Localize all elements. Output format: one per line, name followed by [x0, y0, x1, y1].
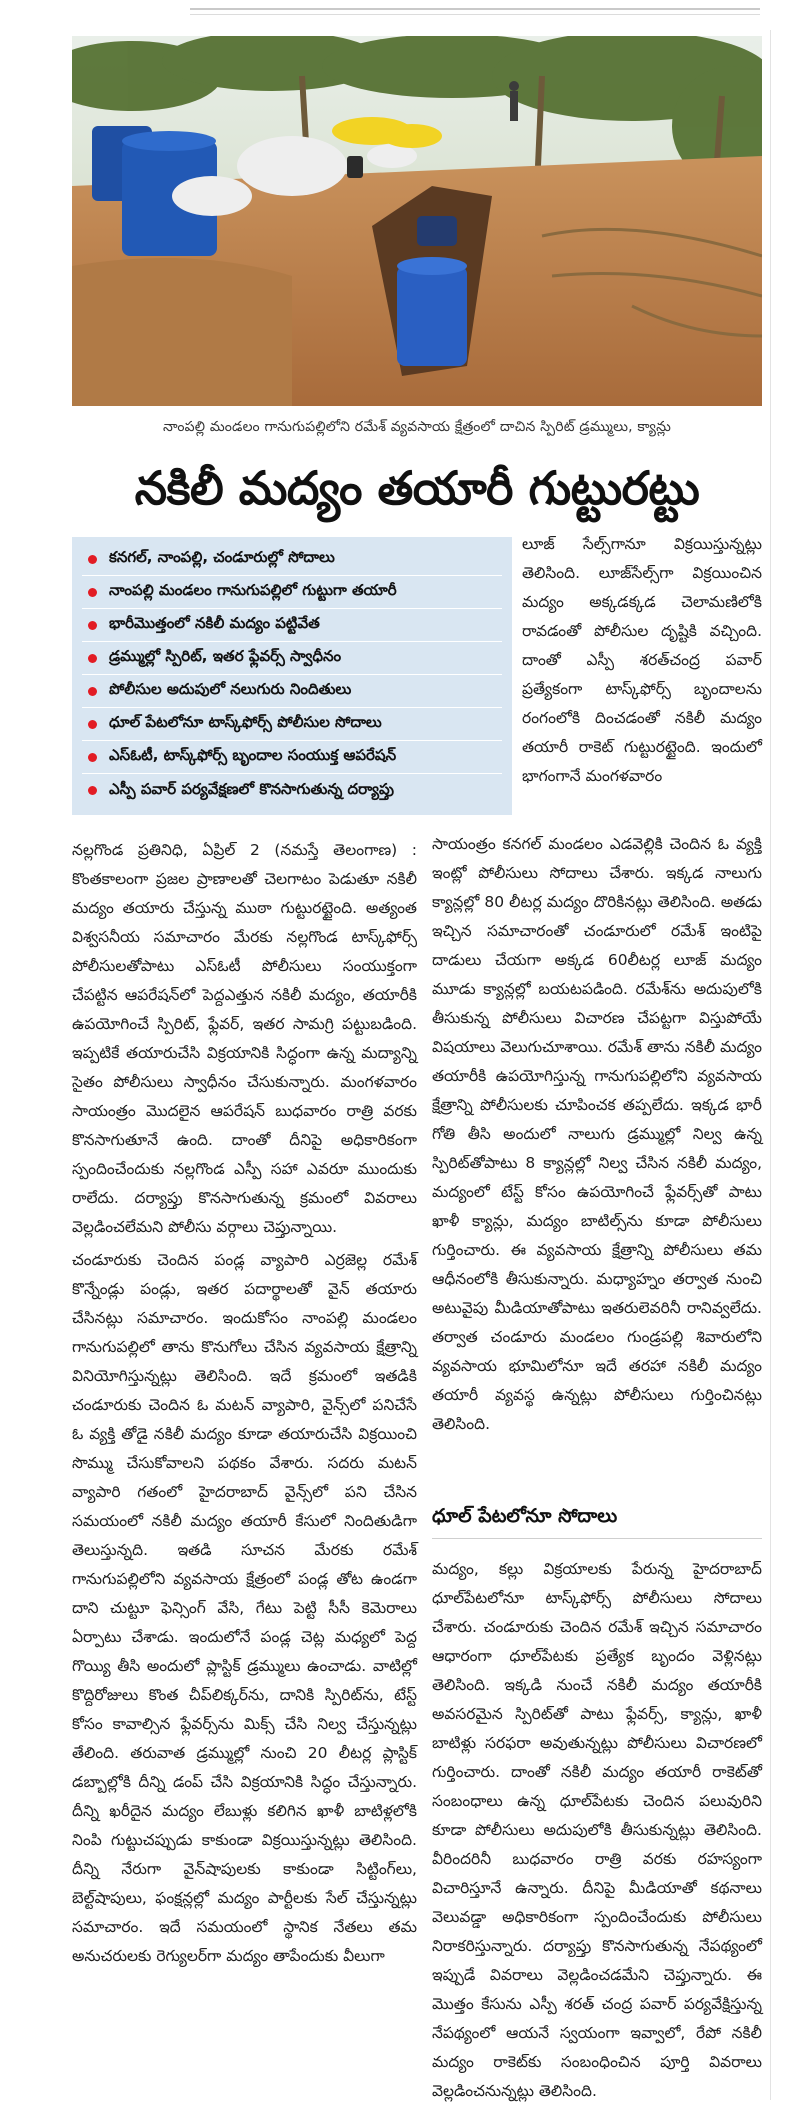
bullet-icon [88, 786, 97, 795]
article-paragraph: చండూరుకు చెందిన పండ్ల వ్యాపారి ఎర్రజెల్ల రమేశ్ కొన్నేండ్లు పండ్లు, ఇతర పదార్థాలతో వైన్ తయారు చేసినట్లు సమాచారం. ఇందుకోసం నాంపల్లి మండలం గానుగుపల్లిలో తాను కొనుగోలు చేసిన వ్యవసాయ క్షేత్రాన్ని వినియోగిస్తున్నట్లు తెలిసింది. ఇదే క్రమంలో ఇతడికి చండూరుకు చెందిన ఓ మటన్ వ్యాపారి, వైన్స్‌లో పనిచేసే ఓ వ్యక్తి తోడై నకిలీ మద్యం కూడా తయారుచేసి విక్రయించి సొమ్ము చేసుకోవాలని పథకం వేశారు. సదరు మటన్ వ్యాపారి గతంలో హైదరాబాద్ వైన్స్‌లో పని చేసిన సమయంలో నకిలీ మద్యం తయారీ కేసులో నిందితుడిగా తెలుస్తున్నది. ఇతడి సూచన మేరకు రమేశ్ గానుగుపల్లిలోని వ్యవసాయ క్షేత్రంలో పండ్ల తోట ఉండగా దాని చుట్టూ ఫెన్సింగ్ వేసి, గేటు పెట్టి సీసీ కెమెరాలు ఏర్పాటు చేశాడు. ఇందులోనే పండ్ల చెట్ల మధ్యలో పెద్ద గొయ్యి తీసి అందులో ప్లాస్టిక్ డ్రమ్ములు ఉంచాడు. వాటిల్లో కొద్దిరోజులు కొంత చీప్‌లిక్కర్‌ను, దానికి స్పిరిట్‌ను, టేస్ట్ కోసం కావాల్సిన ఫ్లేవర్స్‌ను మిక్స్ చేసి నిల్వ చేస్తున్నట్లు తేలింది. తరువాత డ్రమ్ముల్లో నుంచి 20 లీటర్ల ప్లాస్టిక్ డబ్బాల్లోకి దీన్ని డంప్ చేసి విక్రయానికి సిద్ధం చేస్తున్నారు. దీన్ని ఖరీదైన మద్యం లేబుళ్లు కలిగిన ఖాళీ బాటిళ్లలోకి నింపి గుట్టుచప్పుడు కాకుండా విక్రయిస్తున్నట్లు తెలిసింది. దీన్ని నేరుగా వైన్‌షాపులకు కాకుండా సిట్టింగ్‌లు, బెల్ట్‌షాపులు, ఫంక్షన్లల్లో మద్యం పార్టీలకు సేల్ చేస్తున్నట్లు సమాచారం. ఇదే సమయంలో స్థానిక నేతలు తమ అనుచరులకు రెగ్యులర్‌గా మద్యం తాపేందుకు వీలుగా [72, 1251, 417, 1965]
bullet-icon [88, 621, 97, 630]
column-rule [770, 30, 771, 2100]
top-rule [190, 8, 760, 10]
highlight-item: ఎస్ఓటీ, టాస్క్‌ఫోర్స్ బృందాల సంయుక్త ఆపరేషన్ [82, 741, 502, 774]
bullet-icon [88, 654, 97, 663]
highlight-item: ధూల్ పేటలోనూ టాస్క్‌ఫోర్స్ పోలీసుల సోదాలు [82, 708, 502, 741]
article-column-right-top [522, 530, 762, 795]
highlight-item: నాంపల్లి మండలం గానుగుపల్లిలో గుట్టుగా తయారీ [82, 576, 502, 609]
article-paragraph: మద్యం, కల్లు విక్రయాలకు పేరున్న హైదరాబాద్ ధూల్‌పేటలోనూ టాస్క్‌ఫోర్స్ పోలీసులు సోదాలు చేశారు. చండూరుకు చెందిన రమేశ్ ఇచ్చిన సమాచారం ఆధారంగా ధూల్‌పేటకు ప్రత్యేక బృందం వెళ్లినట్లు తెలిసింది. ఇక్కడి నుంచే నకిలీ మద్యం తయారీకి అవసరమైన స్పిరిట్‌తో పాటు ఫ్లేవర్స్, క్యాన్లు, ఖాళీ బాటిళ్లు సరఫరా అవుతున్నట్లు పోలీసులు విచారణలో గుర్తించారు. దాంతో నకిలీ మద్యం తయారీ రాకెట్‌తో సంబంధాలు ఉన్న ధూల్‌పేటకు చెందిన పలువురిని కూడా పోలీసులు అదుపులోకి తీసుకున్నట్లు తెలిసింది. వీరిందరినీ బుధవారం రాత్రి వరకు రహస్యంగా విచారిస్తూనే ఉన్నారు. దీనిపై మీడియాతో కథనాలు వెలువడ్డా అధికారికంగా స్పందించేందుకు పోలీసులు నిరాకరిస్తున్నారు. దర్యాప్తు కొనసాగుతున్న నేపథ్యంలో ఇప్పుడే వివరాలు వెల్లడించడమేని చెప్తున్నారు. ఈ మొత్తం కేసును ఎస్పీ శరత్ చంద్ర పవార్ పర్యవేక్షిస్తున్న నేపథ్యంలో ఆయనే స్వయంగా ఇవ్వాలో, రేపో నకిలీ మద్యం రాకెట్‌కు సంబంధించిన పూర్తి వివరాలు వెల్లడించనున్నట్లు తెలిసింది. [432, 1560, 762, 2100]
article-paragraph: లూజ్ సేల్స్‌గానూ విక్రయిస్తున్నట్లు తెలిసింది. లూజ్‌సేల్స్‌గా విక్రయించిన మద్యం అక్కడక్కడ చెలామణిలోకి రావడంతో పోలీసుల దృష్టికి వచ్చింది. దాంతో ఎస్పీ శరత్‌చంద్ర పవార్ ప్రత్యేకంగా టాస్క్‌ఫోర్స్ బృందాలను రంగంలోకి దించడంతో నకిలీ మద్యం తయారీ రాకెట్ గుట్టురట్టైంది. ఇందులో భాగంగానే మంగళవారం [522, 535, 762, 785]
bullet-icon [88, 687, 97, 696]
highlight-item: డ్రమ్ముల్లో స్పిరిట్, ఇతర ఫ్లేవర్స్ స్వాధీనం [82, 642, 502, 675]
bullet-icon [88, 720, 97, 729]
article-column-right [432, 830, 762, 1443]
article-column-left [72, 836, 417, 1975]
bullet-icon [88, 753, 97, 762]
article-column-right-bottom [432, 1555, 762, 2110]
highlight-item: భారీమొత్తంలో నకిలీ మద్యం పట్టివేత [82, 609, 502, 642]
bullet-icon [88, 555, 97, 564]
headline: నకిలీ మద్యం తయారీ గుట్టురట్టు [134, 461, 700, 515]
highlights-box [72, 537, 512, 815]
highlight-item: పోలీసుల అదుపులో నలుగురు నిందితులు [82, 675, 502, 708]
highlight-item: ఎస్పీ పవార్ పర్యవేక్షణలో కొనసాగుతున్న దర్యాప్తు [82, 774, 502, 807]
subheading-rule [432, 1538, 762, 1539]
article-paragraph: నల్లగొండ ప్రతినిధి, ఏప్రిల్ 2 (నమస్తే తెలంగాణ) : కొంతకాలంగా ప్రజల ప్రాణాలతో చెలగాటం పెడుతూ నకిలీ మద్యం తయారు చేస్తున్న ముఠా గుట్టురట్టైంది. అత్యంత విశ్వసనీయ సమాచారం మేరకు నల్లగొండ టాస్క్‌ఫోర్స్ పోలీసులతోపాటు ఎస్ఓటీ పోలీసులు సంయుక్తంగా చేపట్టిన ఆపరేషన్‌లో పెద్దఎత్తున నకిలీ మద్యం, తయారీకి ఉపయోగించే స్పిరిట్, ఫ్లేవర్, ఇతర సామగ్రి పట్టుబడింది. ఇప్పటికే తయారుచేసి విక్రయానికి సిద్ధంగా ఉన్న మద్యాన్ని సైతం పోలీసులు స్వాధీనం చేసుకున్నారు. మంగళవారం సాయంత్రం మొదలైన ఆపరేషన్ బుధవారం రాత్రి వరకు కొనసాగుతూనే ఉంది. దాంతో దీనిపై అధికారికంగా స్పందించేందుకు నల్లగొండ ఎస్పీ సహా ఎవరూ ముందుకు రాలేదు. దర్యాప్తు కొనసాగుతున్న క్రమంలో వివరాలు వెల్లడించలేమని పోలీసు వర్గాలు చెప్తున్నాయి. [72, 841, 417, 1236]
photo-caption: నాంపల్లి మండలం గానుగుపల్లిలోని రమేశ్ వ్యవసాయ క్షేత్రంలో దాచిన స్పిరిట్ డ్రమ్ములు, క్యాన్లు [162, 419, 672, 435]
bullet-icon [88, 588, 97, 597]
top-rule-secondary [190, 14, 760, 15]
highlight-item: కనగల్, నాంపల్లి, చండూరుల్లో సోదాలు [82, 543, 502, 576]
news-photo [72, 36, 762, 406]
subheading: ధూల్ పేటలోనూ సోదాలు [432, 1505, 618, 1527]
article-paragraph: సాయంత్రం కనగల్ మండలం ఎడవెల్లికి చెందిన ఓ వ్యక్తి ఇంట్లో పోలీసులు సోదాలు చేశారు. ఇక్కడ నాలుగు క్యాన్లల్లో 80 లీటర్ల మద్యం దొరికినట్లు తెలిసింది. అతడు ఇచ్చిన సమాచారంతో చండూరులో రమేశ్ ఇంటిపై దాడులు చేయగా అక్కడ 60లీటర్ల లూజ్ మద్యం మూడు క్యాన్లల్లో బయటపడింది. రమేశ్‌ను అదుపులోకి తీసుకున్న పోలీసులు విచారణ చేపట్టగా విస్తుపోయే విషయాలు వెలుగుచూశాయి. రమేశ్ తాను నకిలీ మద్యం తయారీకి ఉపయోగిస్తున్న గానుగుపల్లిలోని వ్యవసాయ క్షేత్రాన్ని పోలీసులకు చూపించక తప్పలేదు. ఇక్కడ భారీ గోతి తీసి అందులో నాలుగు డ్రమ్ముల్లో నిల్వ ఉన్న స్పిరిట్‌తోపాటు 8 క్యాన్లల్లో నిల్వ చేసిన నకిలీ మద్యం, మద్యంలో టేస్ట్ కోసం ఉపయోగించే ఫ్లేవర్స్‌తో పాటు ఖాళీ క్యాన్లు, మద్యం బాటిల్స్‌ను కూడా పోలీసులు గుర్తించారు. ఈ వ్యవసాయ క్షేత్రాన్ని పోలీసులు తమ ఆధీనంలోకి తీసుకున్నారు. మధ్యాహ్నం తర్వాత నుంచి అటువైపు మీడియాతోపాటు ఇతరులెవరినీ రానివ్వలేదు. తర్వాత చండూరు మండలం గుండ్రపల్లి శివారులోని వ్యవసాయ భూమిలోనూ ఇదే తరహా నకిలీ మద్యం తయారీ వ్యవస్థ ఉన్నట్లు పోలీసులు గుర్తించినట్లు తెలిసింది. [432, 835, 762, 1433]
